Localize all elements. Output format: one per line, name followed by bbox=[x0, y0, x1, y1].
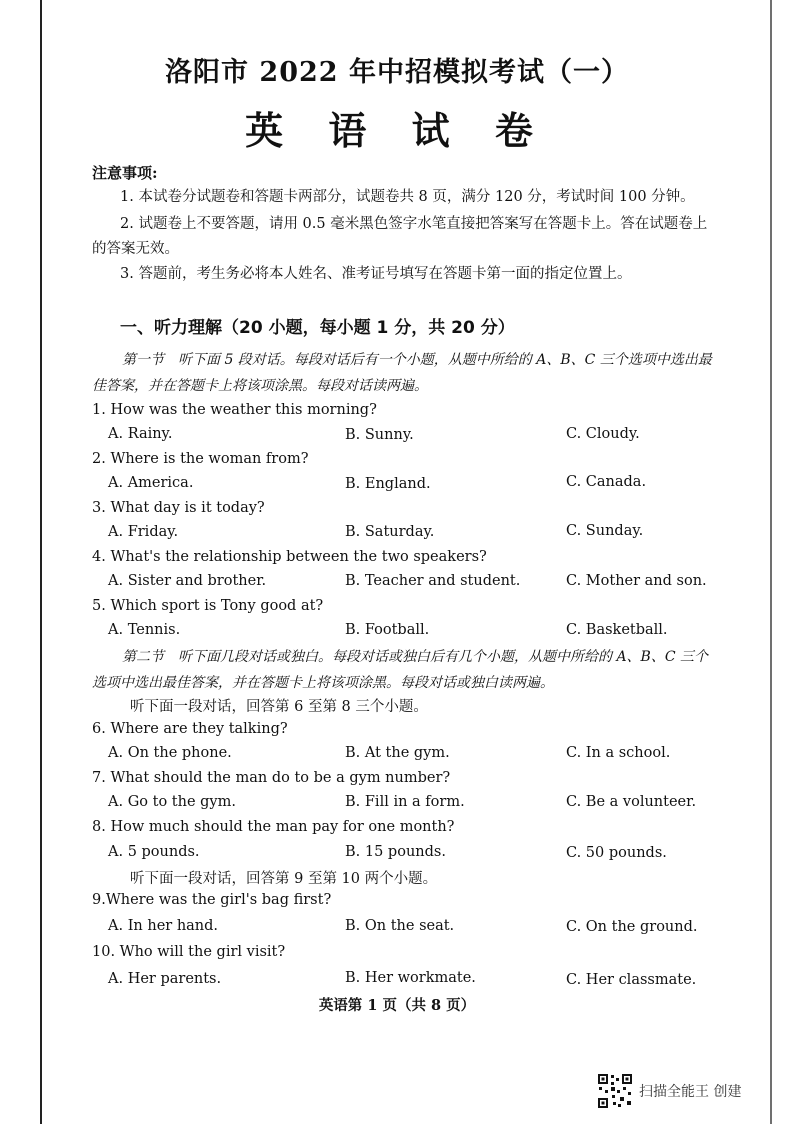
scan-edge-left bbox=[40, 0, 42, 1124]
question-text: 7. What should the man do to be a gym number? bbox=[92, 770, 451, 786]
question-text: 4. What's the relationship between the two speakers? bbox=[92, 549, 487, 565]
option-c: C. 50 pounds. bbox=[566, 845, 667, 861]
option-b: B. 15 pounds. bbox=[345, 844, 446, 860]
question-text: 10. Who will the girl visit? bbox=[92, 944, 286, 960]
option-a: A. America. bbox=[108, 475, 194, 491]
option-c: C. Be a volunteer. bbox=[566, 794, 697, 810]
note-item: 2. 试题卷上不要答题，请用 0.5 毫米黑色签字水笔直接把答案写在答题卡上。答在试题卷上的答案无效。 bbox=[92, 216, 708, 257]
option-c: C. Mother and son. bbox=[566, 573, 707, 589]
option-a: A. In her hand. bbox=[108, 918, 219, 934]
question-text: 1. How was the weather this morning? bbox=[92, 402, 377, 418]
option-b: B. Football. bbox=[345, 622, 430, 638]
option-a: A. Her parents. bbox=[108, 971, 222, 987]
option-b: B. Her workmate. bbox=[345, 970, 476, 986]
exam-subtitle: 英 语 试 卷 bbox=[245, 108, 549, 153]
part2-intro: 第二节 听下面几段对话或独白。每段对话或独白后有几个小题，从题中所给的 A、B、C 三个选项中选出最佳答案，并在答题卡上将该项涂黑。每段对话或独白读两遍。 bbox=[92, 649, 709, 691]
option-c: C. Cloudy. bbox=[566, 426, 640, 442]
option-a: A. 5 pounds. bbox=[108, 844, 200, 860]
option-b: B. Fill in a form. bbox=[345, 794, 465, 810]
option-b: B. England. bbox=[345, 476, 431, 492]
question-text: 2. Where is the woman from? bbox=[92, 451, 309, 467]
dialog-note: 听下面一段对话，回答第 6 至第 8 三个小题。 bbox=[130, 699, 428, 715]
option-c: C. Canada. bbox=[566, 474, 647, 490]
dialog-note: 听下面一段对话，回答第 9 至第 10 两个小题。 bbox=[130, 871, 438, 887]
option-a: A. Sister and brother. bbox=[108, 573, 267, 589]
question-text: 8. How much should the man pay for one month? bbox=[92, 819, 455, 835]
qr-code-icon bbox=[597, 1073, 633, 1109]
option-c: C. Her classmate. bbox=[566, 972, 697, 988]
part1-intro: 第一节 听下面 5 段对话。每段对话后有一个小题，从题中所给的 A、B、C 三个选项中选出最佳答案，并在答题卡上将该项涂黑。每段对话读两遍。 bbox=[92, 352, 712, 394]
note-item: 1. 本试卷分试题卷和答题卡两部分，试题卷共 8 页，满分 120 分，考试时间 100 分钟。 bbox=[120, 189, 695, 205]
question-text: 6. Where are they talking? bbox=[92, 721, 288, 737]
scan-edge-right bbox=[770, 0, 772, 1124]
question-text: 9.Where was the girl's bag first? bbox=[92, 892, 332, 908]
note-item: 3. 答题前，考生务必将本人姓名、准考证号填写在答题卡第一面的指定位置上。 bbox=[120, 266, 632, 282]
option-c: C. In a school. bbox=[566, 745, 671, 761]
option-c: C. Sunday. bbox=[566, 523, 644, 539]
option-a: A. Rainy. bbox=[108, 426, 173, 442]
option-a: A. Tennis. bbox=[108, 622, 181, 638]
option-b: B. Saturday. bbox=[345, 524, 435, 540]
page-footer: 英语第 1 页（共 8 页） bbox=[318, 997, 476, 1014]
option-a: A. Friday. bbox=[108, 524, 179, 540]
option-c: C. Basketball. bbox=[566, 622, 668, 638]
question-text: 3. What day is it today? bbox=[92, 500, 265, 516]
option-b: B. Teacher and student. bbox=[345, 573, 521, 589]
exam-title: 洛阳市 2022 年中招模拟考试（一） bbox=[165, 57, 629, 88]
question-text: 5. Which sport is Tony good at? bbox=[92, 598, 324, 614]
option-b: B. At the gym. bbox=[345, 745, 450, 761]
section-title: 一、听力理解（20 小题，每小题 1 分，共 20 分） bbox=[120, 318, 515, 338]
notes-heading: 注意事项: bbox=[92, 164, 158, 182]
option-b: B. On the seat. bbox=[345, 918, 455, 934]
option-a: A. Go to the gym. bbox=[108, 794, 236, 810]
option-c: C. On the ground. bbox=[566, 919, 698, 935]
scanner-watermark bbox=[597, 1073, 741, 1109]
option-b: B. Sunny. bbox=[345, 427, 414, 443]
option-a: A. On the phone. bbox=[108, 745, 232, 761]
scanner-watermark-text: 扫描全能王 创建 bbox=[639, 1084, 742, 1100]
